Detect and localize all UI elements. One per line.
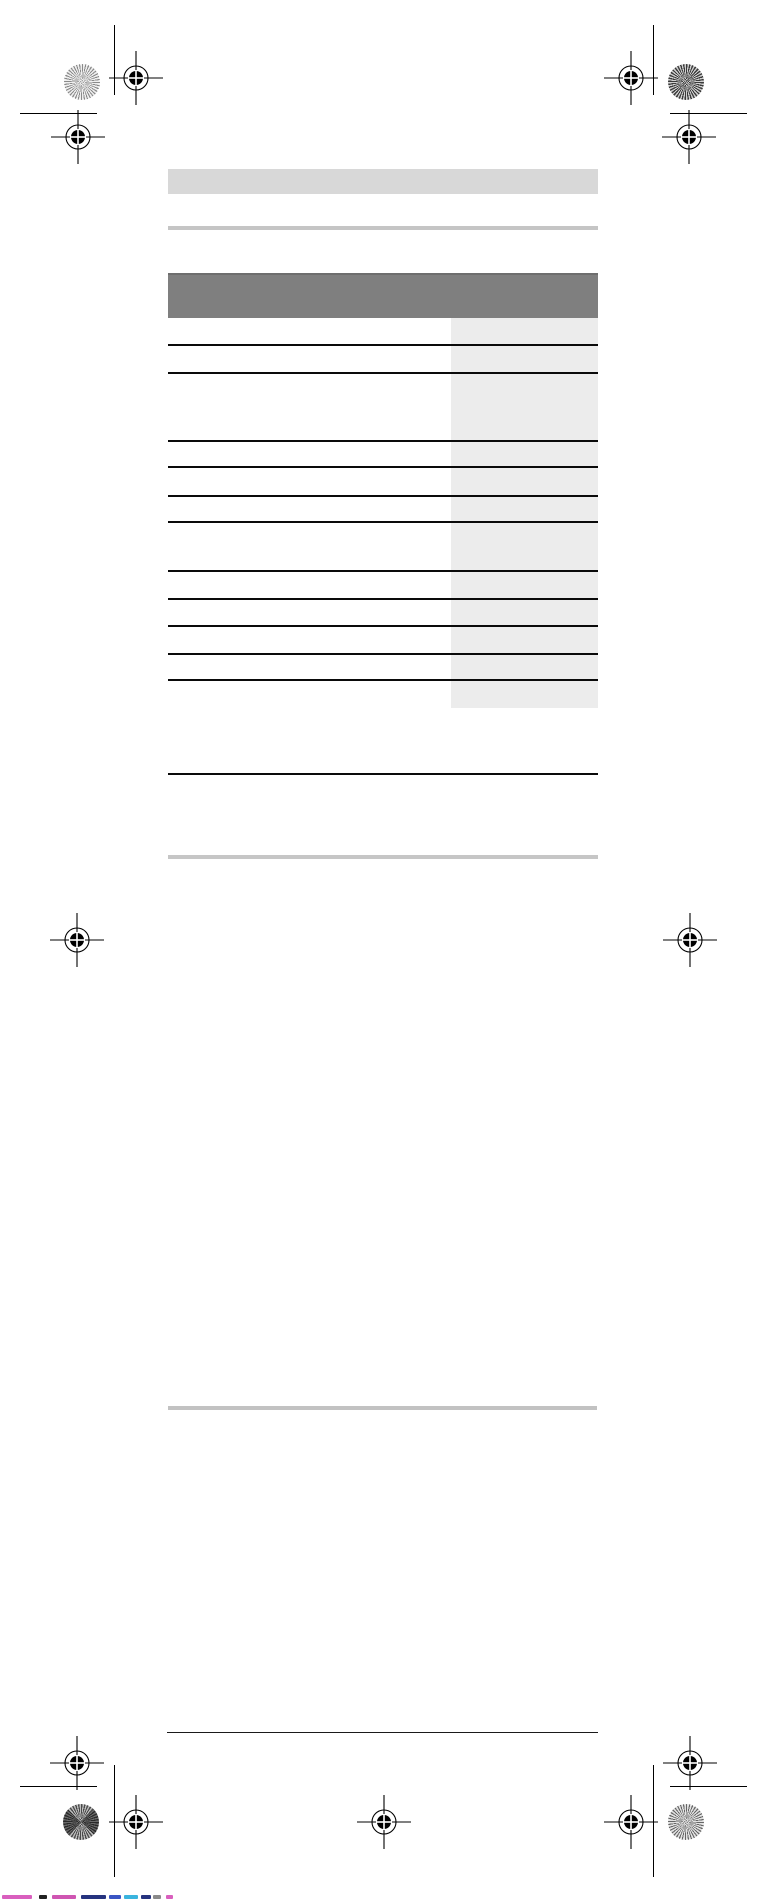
crop-mark-line <box>20 1786 97 1787</box>
footer-rule-black <box>167 1732 598 1733</box>
table-row <box>168 318 598 346</box>
table-row <box>168 655 598 681</box>
registration-target-icon <box>108 1794 164 1850</box>
title-band <box>168 169 598 194</box>
crop-mark-line <box>653 25 654 95</box>
table-body <box>168 318 598 708</box>
table-row <box>168 627 598 655</box>
crop-mark-line <box>670 1786 747 1787</box>
table-row <box>168 468 598 497</box>
print-info-segment <box>124 1895 138 1899</box>
registration-target-icon <box>108 50 164 106</box>
print-info-segment <box>52 1895 76 1899</box>
print-info-segment <box>141 1895 151 1899</box>
print-info-segment <box>39 1895 47 1899</box>
pinwheel-calibration-icon <box>668 64 704 100</box>
pinwheel-calibration-icon <box>64 64 100 100</box>
lower-section-rule-gray <box>168 1406 597 1410</box>
paragraph-rule-gray <box>168 855 598 859</box>
registration-target-icon <box>49 1735 105 1791</box>
registration-target-icon <box>662 912 718 968</box>
registration-target-icon <box>661 109 717 165</box>
pinwheel-calibration-icon <box>63 1804 99 1840</box>
table-row <box>168 346 598 374</box>
print-info-segment <box>166 1895 173 1899</box>
table-rows <box>168 318 598 708</box>
data-table <box>168 273 598 708</box>
table-row <box>168 681 598 708</box>
table-row <box>168 523 598 572</box>
registration-target-icon <box>50 109 106 165</box>
paragraph-rule-black <box>168 773 598 775</box>
table-row <box>168 374 598 442</box>
table-header <box>168 273 598 318</box>
registration-target-icon <box>603 50 659 106</box>
table-row <box>168 600 598 627</box>
print-info-segment <box>109 1895 121 1899</box>
print-info-segment <box>2 1895 32 1899</box>
print-info-strip <box>2 1894 173 1899</box>
registration-target-icon <box>49 912 105 968</box>
registration-target-icon <box>662 1735 718 1791</box>
table-row <box>168 572 598 600</box>
section-rule <box>168 226 598 230</box>
pinwheel-calibration-icon <box>668 1804 704 1840</box>
registration-target-icon <box>603 1794 659 1850</box>
table-row <box>168 442 598 468</box>
table-row <box>168 497 598 523</box>
print-info-segment <box>81 1895 106 1899</box>
registration-target-icon <box>356 1794 412 1850</box>
print-info-segment <box>153 1895 161 1899</box>
